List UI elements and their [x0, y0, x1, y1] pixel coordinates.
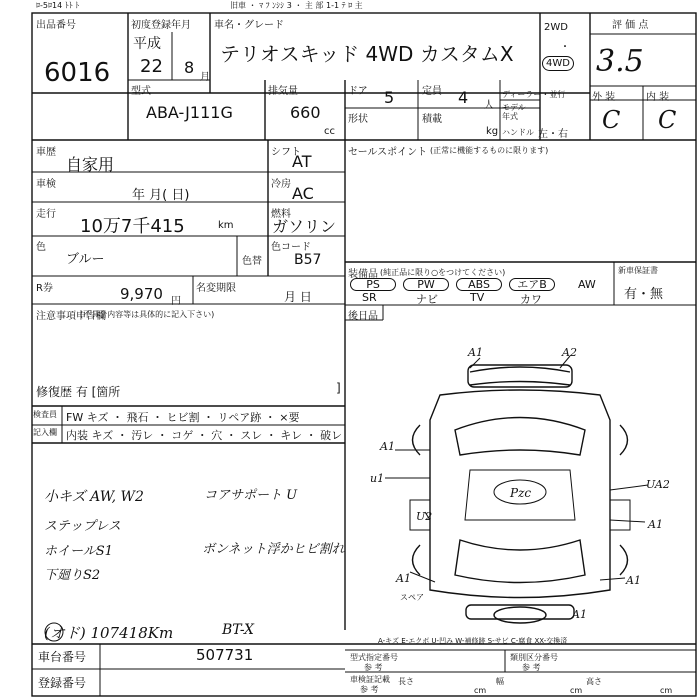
- dealer-label: ディーラー・並行: [502, 90, 566, 99]
- equipment-sub: (純正品に限り○をつけてください): [380, 268, 506, 277]
- mileage-unit: km: [218, 220, 234, 231]
- inspection: 年 月( 日): [132, 188, 190, 203]
- warranty: 有・無: [624, 287, 664, 302]
- fuel: ガソリン: [272, 217, 337, 236]
- load-label: 積載: [422, 114, 442, 125]
- class-code-sub: 参 考: [522, 663, 541, 672]
- mark-u2: U2: [416, 510, 433, 523]
- mark-a1-right2: A1: [626, 574, 641, 587]
- equipment-abs: ABS: [456, 278, 502, 291]
- capacity-unit: 人: [484, 100, 494, 111]
- hand-note-odo: (オド) 107418Km: [44, 624, 174, 642]
- color-code: B57: [294, 252, 322, 268]
- equipment-leather: カワ: [520, 293, 542, 306]
- inspection-label: 車検: [36, 179, 56, 190]
- model-cert-label: 型式指定番号: [350, 653, 398, 662]
- registration-label: 登録番号: [38, 676, 87, 690]
- first-reg-month: 8: [184, 58, 195, 77]
- length-unit: cm: [474, 686, 487, 695]
- chassis-label: 車台番号: [38, 650, 87, 664]
- mark-u1: u1: [370, 472, 385, 485]
- repair-history: 修復歴 有 [箇所: [36, 385, 121, 399]
- equipment-airbag: エアB: [509, 278, 555, 291]
- doors: 5: [384, 88, 395, 107]
- model-code: ABA-J111G: [146, 103, 233, 122]
- height-label: 高さ: [586, 677, 602, 686]
- hand-note-1: 小キズ AW, W2: [44, 489, 144, 505]
- aircon-label: 冷房: [271, 179, 291, 190]
- model-name-label: 車名・グレード: [214, 20, 284, 31]
- recycle-label: R券: [36, 283, 53, 294]
- equipment-tv: TV: [470, 291, 485, 304]
- equipment-ps: PS: [350, 278, 396, 291]
- repair-close: ]: [336, 381, 341, 395]
- equipment-label: 装備品: [348, 269, 378, 280]
- inspector-exterior-row: FW キズ ・ 飛石 ・ ヒビ割 ・ リペア跡 ・ ×要: [66, 411, 300, 424]
- model-year-label2: 年式: [502, 112, 518, 121]
- mark-a1-br: A1: [572, 608, 587, 621]
- hand-note-1b: コアサポート U: [204, 488, 298, 503]
- equipment-pw: PW: [403, 278, 449, 291]
- recycle-fee: 9,970: [120, 285, 163, 303]
- mark-a1-left: A1: [380, 440, 395, 453]
- usage: 自家用: [66, 155, 115, 174]
- top-left-fragment: ﾛ-5ﾛ14 ﾄﾄ ﾄ: [36, 1, 80, 10]
- chassis-number: 507731: [196, 646, 254, 664]
- sales-point-label: セールスポイント: [348, 147, 428, 158]
- model-cert-sub: 参 考: [364, 663, 383, 672]
- title-deadline: 月 日: [284, 290, 312, 304]
- displacement-label: 排気量: [268, 86, 298, 97]
- doors-label: ドア: [348, 86, 368, 97]
- legend: A-キズ E-エクボ U-凹み W-補修跡 S-サビ C-腐食 XX-交換済: [378, 637, 568, 645]
- mark-pzc: Pzc: [510, 486, 532, 500]
- mark-a1-right1: A1: [648, 518, 663, 531]
- width-unit: cm: [570, 686, 583, 695]
- lot-label: 出品番号: [36, 20, 76, 31]
- recycle-unit: 円: [171, 296, 181, 307]
- capacity-label: 定員: [422, 86, 442, 97]
- mark-a1-top: A1: [468, 346, 483, 359]
- length-label: 長さ: [398, 677, 414, 686]
- hand-note-bt: BT-X: [222, 622, 255, 638]
- color-label: 色: [36, 242, 46, 253]
- model-name: テリオスキッド 4WD カスタムX: [220, 42, 514, 66]
- displacement: 660: [290, 103, 321, 122]
- equipment-sr: SR: [362, 291, 377, 304]
- handle-label: ハンドル: [502, 128, 534, 137]
- class-code-label: 類別区分番号: [510, 653, 558, 662]
- score-value: 3.5: [596, 44, 644, 79]
- inspector-label2: 記入欄: [33, 428, 57, 437]
- model-code-label: 型式: [131, 86, 151, 97]
- title-deadline-label: 名変期限: [196, 283, 236, 294]
- equipment-aw: AW: [578, 278, 596, 291]
- lot-number: 6016: [44, 58, 111, 88]
- first-reg-year: 22: [140, 56, 163, 77]
- score-label: 評 価 点: [612, 20, 649, 31]
- mileage-label: 走行: [36, 209, 56, 220]
- top-right-fragment: 旧車 ・ ﾏ ﾌ ﾝｼｼ 3 ・ 主 部 1-1 ﾃ ﾛ 主: [230, 1, 363, 10]
- drive-dot: ・: [560, 42, 570, 53]
- drive-4wd-circled: 4WD: [542, 56, 574, 71]
- vehicle-cert-label: 車検証記載: [350, 675, 390, 684]
- displacement-unit: cc: [324, 126, 335, 137]
- rear-item-label: 後日品: [348, 311, 378, 322]
- shift: AT: [292, 152, 312, 171]
- handle: 左・右: [538, 129, 568, 140]
- aircon: AC: [292, 184, 314, 203]
- vehicle-cert-sub: 参 考: [360, 685, 379, 694]
- capacity: 4: [458, 88, 469, 107]
- interior-label: 内 装: [646, 92, 670, 103]
- width-label: 幅: [496, 677, 504, 686]
- usage-label: 車歴: [36, 147, 56, 158]
- inspector-interior-row: 内装 キズ ・ 汚レ ・ コゲ ・ 穴 ・ スレ ・ キレ ・ 破レ: [66, 429, 343, 442]
- exterior-grade: C: [602, 106, 621, 134]
- color: ブルー: [66, 252, 105, 267]
- mark-a1-bl: A1: [396, 572, 411, 585]
- notes-label: 注意事項申告欄: [36, 311, 106, 322]
- sales-point-sub: (正常に機能するものに限ります): [430, 146, 549, 155]
- first-reg-month-unit: 月: [200, 72, 210, 83]
- model-year-label1: モデル: [502, 103, 526, 112]
- hand-note-3: ホイールS1: [44, 544, 113, 559]
- color-code-label: 色コード: [271, 242, 311, 253]
- shift-label: シフト: [271, 147, 301, 158]
- exterior-label: 外 装: [592, 92, 616, 103]
- height-unit: cm: [660, 686, 673, 695]
- repaint-label: 色替: [242, 256, 262, 267]
- mark-ua2: UA2: [646, 478, 670, 491]
- warranty-label: 新車保証書: [618, 266, 658, 275]
- equipment-navi: ナビ: [416, 293, 438, 306]
- mark-a2-top: A2: [562, 346, 577, 359]
- fuel-label: 燃料: [271, 209, 291, 220]
- load-unit: kg: [486, 126, 499, 137]
- spare-label: スペア: [400, 593, 424, 602]
- hand-note-2: ステップレス: [44, 519, 121, 534]
- drive-2wd: 2WD: [544, 22, 568, 33]
- first-reg-label: 初度登録年月: [131, 20, 191, 31]
- shape-label: 形状: [348, 114, 368, 125]
- hand-note-3b: ボンネット浮かヒビ割れ: [202, 542, 345, 557]
- mileage: 10万7千415: [80, 216, 185, 237]
- notes-sub: (不具合内容等は具体的に記入下さい): [80, 310, 215, 319]
- interior-grade: C: [658, 106, 677, 134]
- inspector-label1: 検査員: [33, 410, 57, 419]
- first-reg-era: 平成: [133, 36, 161, 52]
- hand-note-4: 下廻りS2: [44, 568, 101, 583]
